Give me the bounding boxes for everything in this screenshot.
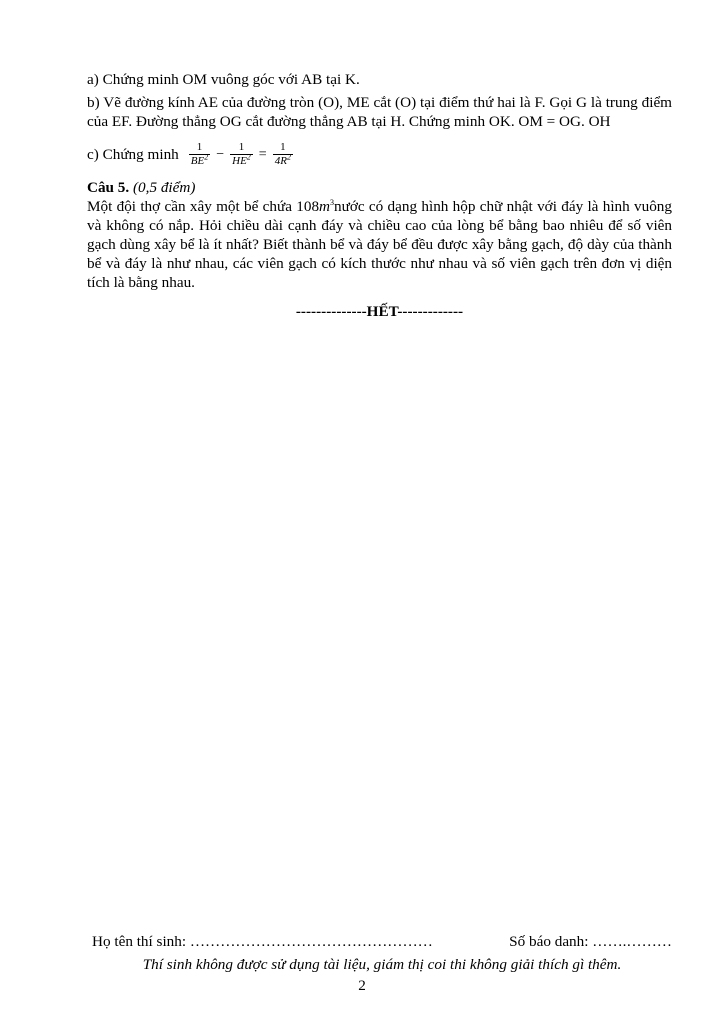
fraction-1-over-be2 (189, 141, 210, 168)
exponent: 2 (286, 151, 291, 161)
page-number: 2 (358, 977, 366, 994)
denominator-text: BE (190, 154, 205, 167)
exam-page-body (87, 70, 672, 321)
denominator-text: HE (232, 154, 247, 167)
fraction-numerator: 1 (196, 140, 203, 153)
question-4c-label: c) Chứng minh (87, 145, 179, 163)
denominator-text: 4R (274, 154, 287, 167)
fraction-1-over-he2 (230, 141, 253, 168)
question-4c (87, 136, 672, 172)
question-5-title: Câu 5. (87, 179, 130, 196)
exponent: 2 (204, 151, 209, 161)
question-5-text-before: Một đội thợ cần xây một bể chứa 108 (87, 198, 320, 215)
candidate-info-row (92, 932, 672, 951)
fraction-numerator: 1 (238, 140, 245, 153)
equals-sign: = (258, 146, 267, 162)
fraction-denominator (189, 151, 210, 168)
fraction-1-over-4r2 (273, 141, 293, 168)
candidate-id-field: Số báo danh: …….……… (509, 933, 672, 950)
minus-sign: − (216, 146, 225, 162)
question-4b: b) Vẽ đường kính AE của đường tròn (O), ME cắt (O) tại điểm thứ hai là F. Gọi G là trung điểm của EF. Đường thẳng OG cắt đường thẳng AB tại H. Chứng minh OK. OM = OG. OH (87, 94, 672, 130)
question-5-text-after: nước có dạng hình hộp chữ nhật với đáy là hình vuông và không có nắp. Hỏi chiều dài cạnh đáy và chiều cao của lòng bể bằng bao nhiêu để số viên gạch dùng xây bể là ít nhất? Biết thành bể và đáy bể đều được xây bằng gạch, độ dày của thành bể và đáy là như nhau, các viên gạch có kích thước như nhau và số viên gạch trên đơn vị diện tích là bằng nhau. (87, 198, 672, 291)
fraction-numerator: 1 (280, 140, 286, 153)
volume-unit-exponent: 3 (330, 197, 335, 207)
fraction-denominator (230, 151, 253, 168)
candidate-name-field: Họ tên thí sinh: ………………………………………… (92, 933, 433, 950)
exam-footer (92, 932, 672, 974)
question-5-heading (87, 178, 672, 197)
question-5-points: (0,5 điểm) (133, 179, 196, 196)
exponent: 2 (246, 151, 251, 161)
question-4a: a) Chứng minh OM vuông góc với AB tại K. (87, 71, 360, 88)
end-marker: --------------HẾT------------- (295, 303, 464, 320)
fraction-denominator (273, 151, 293, 168)
exam-rules-note: Thí sinh không được sử dụng tài liệu, giám thị coi thi không giải thích gì thêm. (142, 956, 622, 973)
volume-unit: m (319, 198, 331, 215)
question-5-text (87, 197, 672, 292)
